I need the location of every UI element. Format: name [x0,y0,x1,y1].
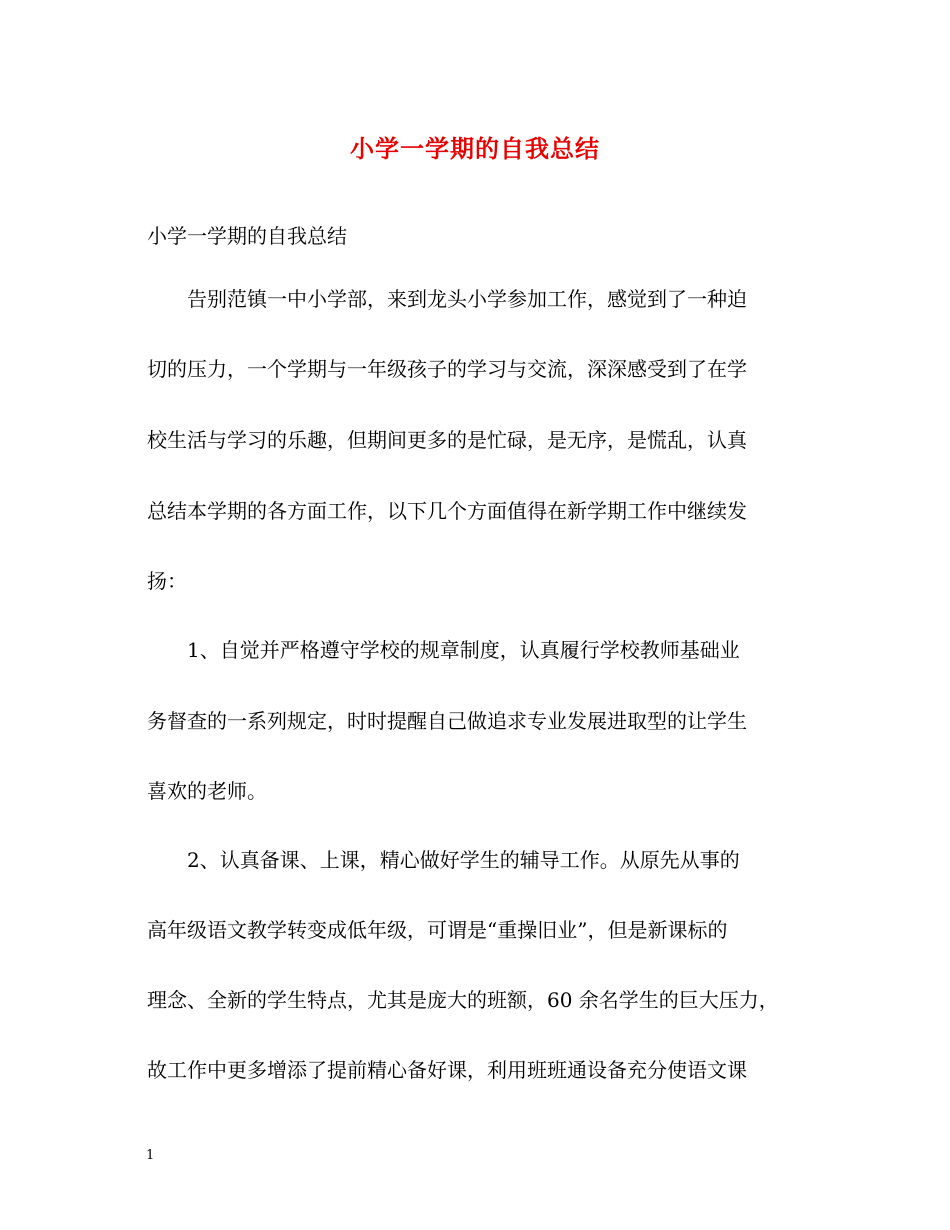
paragraph-line: 务督查的一系列规定，时时提醒自己做追求专业发展进取型的让学生 [147,709,747,733]
page-number: 1 [146,1148,155,1163]
document-title: 小学一学期的自我总结 [350,134,600,163]
document-subtitle: 小学一学期的自我总结 [147,224,347,248]
paragraph-line: 2、认真备课、上课，精心做好学生的辅导工作。从原先从事的 [147,848,740,872]
paragraph-line: 喜欢的老师。 [147,779,267,803]
paragraph-line: 切的压力，一个学期与一年级孩子的学习与交流，深深感受到了在学 [147,357,747,381]
paragraph-line: 故工作中更多增添了提前精心备好课，利用班班通设备充分使语文课 [147,1058,747,1082]
paragraph-line: 告别范镇一中小学部，来到龙头小学参加工作，感觉到了一种迫 [147,287,747,311]
paragraph-line: 总结本学期的各方面工作，以下几个方面值得在新学期工作中继续发 [147,499,747,523]
paragraph-line: 高年级语文教学转变成低年级，可谓是“重操旧业”，但是新课标的 [147,918,728,942]
paragraph-line: 理念、全新的学生特点，尤其是庞大的班额，60 余名学生的巨大压力， [147,988,779,1012]
paragraph-line: 校生活与学习的乐趣，但期间更多的是忙碌，是无序，是慌乱，认真 [147,428,747,452]
paragraph-line: 1、自觉并严格遵守学校的规章制度，认真履行学校教师基础业 [147,638,740,662]
paragraph-line: 扬： [147,569,187,593]
